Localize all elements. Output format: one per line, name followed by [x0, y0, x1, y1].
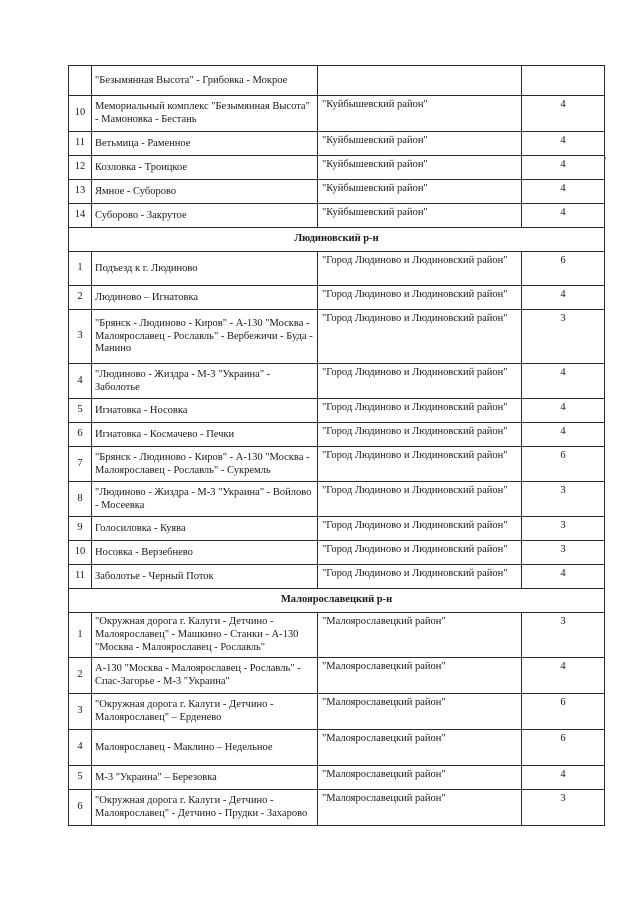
- municipality-cell: "Малоярославецкий район": [318, 730, 522, 766]
- row-number-cell: 1: [69, 252, 92, 286]
- table-row: [69, 310, 605, 364]
- section-header-row: [69, 589, 605, 613]
- municipality-cell: "Город Людиново и Людиновский район": [318, 447, 522, 482]
- value-cell: 6: [522, 252, 605, 286]
- municipality-cell: "Куйбышевский район": [318, 132, 522, 156]
- route-cell: "Окружная дорога г. Калуги - Детчино - Малоярославец" – Ерденево: [92, 694, 318, 730]
- value-cell: 4: [522, 766, 605, 790]
- value-cell: 4: [522, 132, 605, 156]
- row-number-cell: 11: [69, 565, 92, 589]
- municipality-cell: "Город Людиново и Людиновский район": [318, 423, 522, 447]
- row-number-cell: 12: [69, 156, 92, 180]
- municipality-cell: "Город Людиново и Людиновский район": [318, 482, 522, 517]
- value-cell: 3: [522, 790, 605, 826]
- value-cell: 4: [522, 399, 605, 423]
- table-row: [69, 790, 605, 826]
- value-cell: 6: [522, 447, 605, 482]
- row-number-cell: 9: [69, 517, 92, 541]
- value-cell: 6: [522, 694, 605, 730]
- table-row: [69, 252, 605, 286]
- row-number-cell: 13: [69, 180, 92, 204]
- table-row: [69, 364, 605, 399]
- municipality-cell: "Город Людиново и Людиновский район": [318, 286, 522, 310]
- route-cell: "Брянск - Людиново - Киров" - А-130 "Москва - Малоярославец - Рославль" - Вербежичи - Буда - Манино: [92, 310, 318, 364]
- row-number-cell: 11: [69, 132, 92, 156]
- municipality-cell: "Город Людиново и Людиновский район": [318, 252, 522, 286]
- table-row: [69, 447, 605, 482]
- row-number-cell: 3: [69, 694, 92, 730]
- route-cell: Ветьмица - Раменное: [92, 132, 318, 156]
- row-number-cell: 5: [69, 399, 92, 423]
- row-number-cell: 10: [69, 541, 92, 565]
- table-row: [69, 66, 605, 96]
- value-cell: 4: [522, 364, 605, 399]
- section-title: Людиновский р-н: [69, 228, 605, 252]
- section-title: Малоярославецкий р-н: [69, 589, 605, 613]
- route-cell: "Людиново - Жиздра - М-3 "Украина" - Войлово - Мосеевка: [92, 482, 318, 517]
- route-cell: "Окружная дорога г. Калуги - Детчино - Малоярославец" - Машкино - Станки - А-130 "Москва - Малоярославец - Рославль": [92, 613, 318, 658]
- municipality-cell: "Город Людиново и Людиновский район": [318, 517, 522, 541]
- route-cell: Суборово - Закрутое: [92, 204, 318, 228]
- table-row: [69, 565, 605, 589]
- value-cell: 4: [522, 204, 605, 228]
- route-cell: Козловка - Троицкое: [92, 156, 318, 180]
- table-row: [69, 96, 605, 132]
- row-number-cell: 6: [69, 423, 92, 447]
- route-cell: Мемориальный комплекс "Безымянная Высота" - Мамоновка - Бестань: [92, 96, 318, 132]
- route-cell: А-130 "Москва - Малоярославец - Рославль" - Спас-Загорье - М-3 "Украина": [92, 658, 318, 694]
- row-number-cell: 10: [69, 96, 92, 132]
- row-number-cell: 5: [69, 766, 92, 790]
- table-row: [69, 541, 605, 565]
- route-cell: Игнатовка - Космачево - Печки: [92, 423, 318, 447]
- value-cell: 3: [522, 517, 605, 541]
- value-cell: 3: [522, 482, 605, 517]
- table-row: [69, 613, 605, 658]
- municipality-cell: "Малоярославецкий район": [318, 694, 522, 730]
- municipality-cell: "Малоярославецкий район": [318, 790, 522, 826]
- municipality-cell: "Куйбышевский район": [318, 204, 522, 228]
- row-number-cell: 4: [69, 730, 92, 766]
- row-number-cell: 2: [69, 658, 92, 694]
- municipality-cell: "Малоярославецкий район": [318, 613, 522, 658]
- row-number-cell: 2: [69, 286, 92, 310]
- municipality-cell: "Малоярославецкий район": [318, 658, 522, 694]
- route-cell: "Безымянная Высота" - Грибовка - Мокрое: [92, 66, 318, 96]
- value-cell: 3: [522, 541, 605, 565]
- row-number-cell: 6: [69, 790, 92, 826]
- route-cell: Ямное - Суборово: [92, 180, 318, 204]
- table-row: [69, 204, 605, 228]
- section-header-row: [69, 228, 605, 252]
- municipality-cell: "Город Людиново и Людиновский район": [318, 565, 522, 589]
- municipality-cell: "Город Людиново и Людиновский район": [318, 541, 522, 565]
- value-cell: 4: [522, 96, 605, 132]
- value-cell: 4: [522, 423, 605, 447]
- municipality-cell: "Куйбышевский район": [318, 96, 522, 132]
- row-number-cell: 14: [69, 204, 92, 228]
- municipality-cell: "Город Людиново и Людиновский район": [318, 364, 522, 399]
- route-cell: "Окружная дорога г. Калуги - Детчино - Малоярославец" - Детчино - Прудки - Захарово: [92, 790, 318, 826]
- table-row: [69, 180, 605, 204]
- municipality-cell: "Город Людиново и Людиновский район": [318, 399, 522, 423]
- table-row: [69, 482, 605, 517]
- table-row: [69, 517, 605, 541]
- row-number-cell: [69, 66, 92, 96]
- scan-speck: [604, 157, 606, 159]
- route-cell: Подъезд к г. Людиново: [92, 252, 318, 286]
- route-cell: Голосиловка - Куява: [92, 517, 318, 541]
- value-cell: 4: [522, 180, 605, 204]
- value-cell: 4: [522, 156, 605, 180]
- row-number-cell: 3: [69, 310, 92, 364]
- row-number-cell: 7: [69, 447, 92, 482]
- table-row: [69, 658, 605, 694]
- table-row: [69, 132, 605, 156]
- value-cell: 4: [522, 286, 605, 310]
- table-row: [69, 399, 605, 423]
- route-cell: Заболотье - Черный Поток: [92, 565, 318, 589]
- table-row: [69, 156, 605, 180]
- municipality-cell: "Куйбышевский район": [318, 180, 522, 204]
- municipality-cell: "Город Людиново и Людиновский район": [318, 310, 522, 364]
- value-cell: 3: [522, 310, 605, 364]
- row-number-cell: 4: [69, 364, 92, 399]
- value-cell: [522, 66, 605, 96]
- table-row: [69, 286, 605, 310]
- value-cell: 4: [522, 565, 605, 589]
- row-number-cell: 1: [69, 613, 92, 658]
- route-cell: М-3 "Украина" – Березовка: [92, 766, 318, 790]
- roads-table-body: [69, 66, 605, 826]
- municipality-cell: "Малоярославецкий район": [318, 766, 522, 790]
- value-cell: 4: [522, 658, 605, 694]
- route-cell: "Брянск - Людиново - Киров" - А-130 "Москва - Малоярославец - Рославль" - Сукремль: [92, 447, 318, 482]
- table-row: [69, 423, 605, 447]
- value-cell: 3: [522, 613, 605, 658]
- municipality-cell: "Куйбышевский район": [318, 156, 522, 180]
- table-row: [69, 766, 605, 790]
- route-cell: Людиново – Игнатовка: [92, 286, 318, 310]
- route-cell: Малоярославец - Маклино – Недельное: [92, 730, 318, 766]
- value-cell: 6: [522, 730, 605, 766]
- table-row: [69, 694, 605, 730]
- municipality-cell: [318, 66, 522, 96]
- route-cell: Игнатовка - Носовка: [92, 399, 318, 423]
- row-number-cell: 8: [69, 482, 92, 517]
- table-row: [69, 730, 605, 766]
- roads-table: [68, 65, 605, 826]
- route-cell: Носовка - Верзебнево: [92, 541, 318, 565]
- route-cell: "Людиново - Жиздра - М-3 "Украина" - Заболотье: [92, 364, 318, 399]
